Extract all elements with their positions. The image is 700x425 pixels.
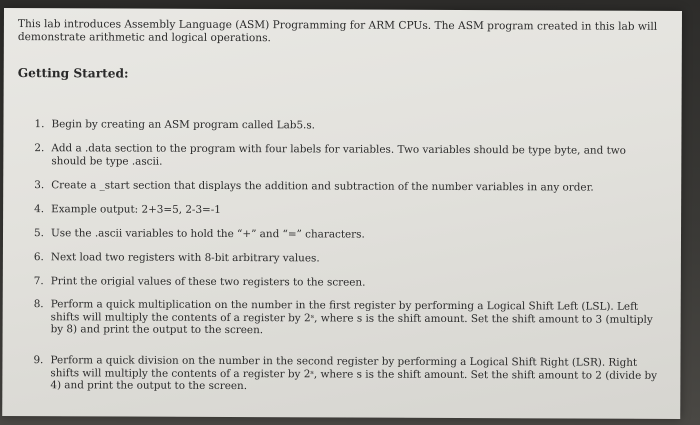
item-text: Begin by creating an ASM program called Lab5.s. [51,118,316,132]
item-number: 5. [33,227,44,240]
item-number: 2. [34,142,45,155]
item-number: 9. [33,354,44,367]
item-number: 6. [33,251,44,264]
list-item [33,354,657,395]
item-number: 7. [33,275,44,288]
list-item [34,227,658,242]
section-heading: Getting Started: [17,66,129,81]
item-number: 3. [34,179,45,192]
item-number: 4. [34,203,45,216]
list-item [34,251,658,266]
item-text: Next load two registers with 8-bit arbitrary values. [50,251,320,265]
list-item [34,203,658,218]
item-text: Use the .ascii variables to hold the “+” and “=” characters. [50,227,365,241]
list-item [34,298,658,339]
list-item [34,275,658,290]
item-text: Add a .data section to the program with four labels for variables. Two variables should be type byte, and two should be type .ascii. [51,142,626,168]
item-text: Create a _start section that displays the addition and subtraction of the number variables in any order. [51,179,594,194]
item-number: 1. [34,118,45,131]
item-text: Perform a quick multiplication on the number in the first register by performing a Logical Shift Left (LSL). Left shifts will multiply the contents of a register by 2ˢ, where s is the shift amount. Set the shift amount to 3 (multiply by 8) and print the output to the screen. [50,298,653,337]
item-text: Print the origial values of these two registers to the screen. [50,275,366,289]
item-text: Example output: 2+3=5, 2-3=-1 [51,203,221,216]
intro-paragraph: This lab introduces Assembly Language (ASM) Programming for ARM CPUs. The ASM program created in this lab will demonstrate arithmetic and logical operations. [17,18,658,45]
list-item [34,118,658,133]
item-number: 8. [33,298,44,311]
document-page [2,8,682,419]
list-item [34,142,658,170]
list-item [34,179,658,194]
item-text: Perform a quick division on the number in the second register by performing a Logical Shift Right (LSR). Right shifts will multiply the contents of a register by 2ˢ, where s is the shift amount. Set the shift amount to 2 (divide by 4) and print the output to the screen. [50,354,658,393]
